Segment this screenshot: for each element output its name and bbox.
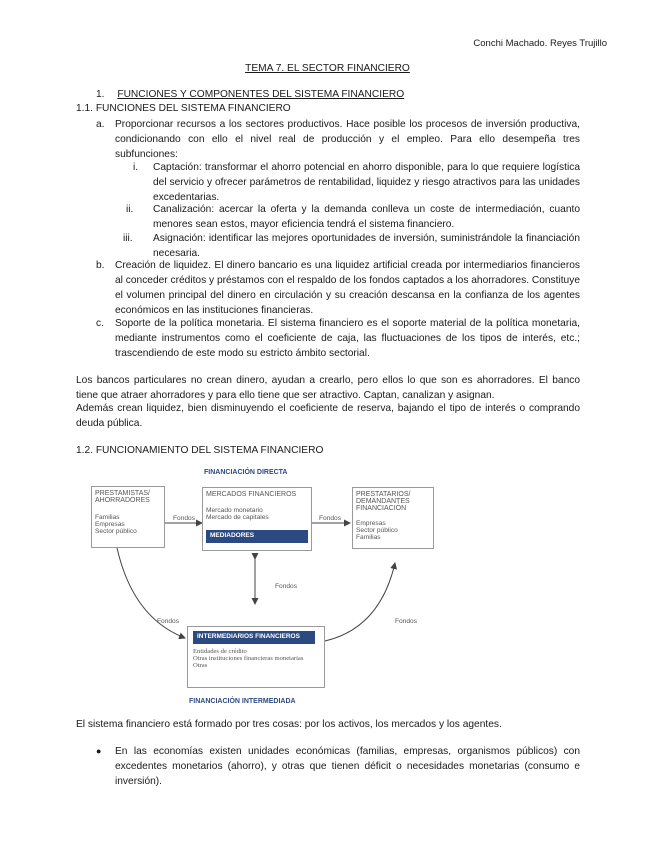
markets-item: Mercado de capitales [206,514,269,521]
lenders-item: Familias [95,514,120,521]
borrowers-item: Familias [356,534,381,541]
funds-label: Fondos [157,618,179,625]
intermediaries-item: Otras instituciones financieras monetarias [193,655,304,662]
lenders-title-1: PRESTAMISTAS/ [95,490,150,497]
funds-label: Fondos [275,583,297,590]
mediators-bar: MEDIADORES [206,530,308,543]
markets-title: MERCADOS FINANCIEROS [206,491,297,498]
funds-label: Fondos [319,515,341,522]
funds-label: Fondos [173,515,195,522]
lenders-item: Sector público [95,528,137,535]
list-item-b: Creación de liquidez. El dinero bancario es una liquidez artificial creada por intermediarios financieros al conceder créditos y préstamos con el respaldo de los fondos captados a los ahorradores. Constituye el volumen principal del dinero en circulación y su creación descansa en la confianza de los agentes económicos en las instituciones financieras. [115,260,580,316]
bullet-text: En las economías existen unidades económicas (familias, empresas, organismos públicos) con excedentes monetarios (ahorro), y otras que tienen déficit o necesidades monetarias (consumo e inversión). [115,746,580,787]
list-marker-a-iii: iii. [123,233,133,244]
borrowers-title-3: FINANCIACIÓN [356,505,407,512]
borrowers-item: Sector público [356,527,398,534]
financial-system-diagram [85,463,485,713]
paragraph-liquidity: Además crean liquidez, bien disminuyendo el coeficiente de reserva, bajando el tipo de interés o comprando deuda pública. [76,403,580,429]
intermediaries-bar: INTERMEDIARIOS FINANCIEROS [193,631,315,644]
borrowers-item: Empresas [356,520,386,527]
borrowers-title-2: DEMANDANTES [356,498,410,505]
section-1-number: 1. [96,89,105,100]
list-marker-a-ii: ii. [126,204,134,215]
list-item-a-iii: Asignación: identificar las mejores oportunidades de inversión, suministrándole la financiación necesaria. [153,233,580,259]
paragraph-system-components: El sistema financiero está formado por tres cosas: por los activos, los mercados y los agentes. [76,719,502,730]
page-title: TEMA 7. EL SECTOR FINANCIERO [245,63,410,74]
list-marker-a: a. [96,119,105,130]
page-header-author: Conchi Machado. Reyes Trujillo [473,38,607,49]
bullet-marker: ● [96,746,102,756]
list-item-a-ii: Canalización: acercar la oferta y la demanda conlleva un coste de intermediación, cuanto menores sean estos, mayor eficiencia tendrá el sistema financiero. [153,204,580,230]
intermediated-financing-label: FINANCIACIÓN INTERMEDIADA [189,698,296,705]
list-item-a-i: Captación: transformar el ahorro potencial en ahorro disponible, para lo que requiere logística del servicio y ofrecer parámetros de rentabilidad, liquidez y riesgo atractivos para las unidades excedentarias. [153,162,580,203]
section-1-heading [96,87,404,102]
intermediaries-box [187,626,325,688]
list-item-a: Proporcionar recursos a los sectores productivos. Hace posible los procesos de inversión productiva, condicionando con ello el nivel real de producción y el empleo. Para ello desempeña tres subfunciones: [115,119,580,160]
intermediaries-item: Otras [193,662,208,669]
borrowers-box [352,487,434,549]
lenders-box [91,486,165,548]
intermediaries-item: Entidades de crédito [193,648,247,655]
markets-box [202,487,312,551]
subsection-1-2-heading: 1.2. FUNCIONAMIENTO DEL SISTEMA FINANCIERO [76,445,324,456]
list-marker-a-i: i. [133,162,139,173]
list-marker-c: c. [96,318,104,329]
lenders-item: Empresas [95,521,125,528]
arrow-intermediaries-to-borrowers [325,563,395,641]
subsection-1-1-heading: 1.1. FUNCIONES DEL SISTEMA FINANCIERO [76,103,291,114]
list-item-c: Soporte de la política monetaria. El sistema financiero es el soporte material de la política monetaria, mediante instrumentos como el coeficiente de caja, las fluctuaciones de los tipos de interés, etc.; trascendiendo de este modo su estricto ámbito sectorial. [115,318,580,359]
lenders-title-2: AHORRADORES [95,497,150,504]
paragraph-banks: Los bancos particulares no crean dinero, ayudan a crearlo, pero ellos lo que son es ahorradores. El banco tiene que atraer ahorradores y para ello tiene que ser atractivo. Captan, canalizan y asignan. [76,375,580,401]
funds-label: Fondos [395,618,417,625]
section-1-title: FUNCIONES Y COMPONENTES DEL SISTEMA FINANCIERO [117,89,405,100]
borrowers-title-1: PRESTATARIOS/ [356,491,411,498]
list-marker-b: b. [96,260,105,271]
markets-item: Mercado monetario [206,507,263,514]
direct-financing-label: FINANCIACIÓN DIRECTA [204,469,288,476]
